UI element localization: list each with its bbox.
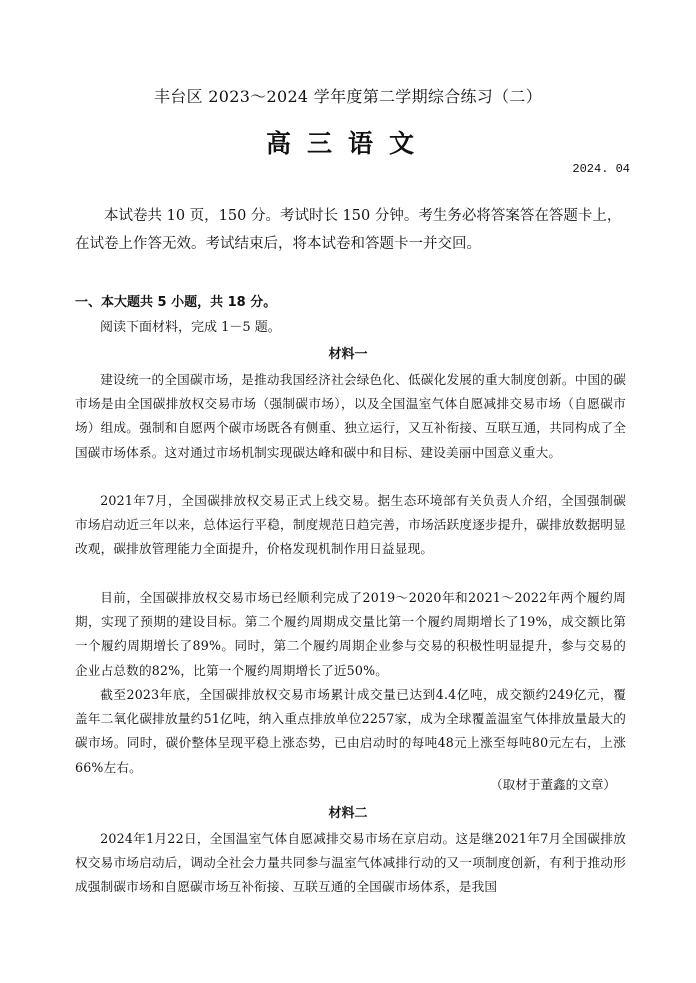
exam-title: 丰台区 2023～2024 学年度第二学期综合练习（二） xyxy=(153,87,542,106)
material-one-paragraph: 目前，全国碳排放权交易市场已经顺利完成了2019～2020年和2021～2022年两个履约周期，实现了预期的建设目标。第二个履约周期成交量比第一个履约周期增长了19%，成交额比第一个履约周期增长了89%。同时，第二个履约周期企业参与交易的积极性明显提升，参与交易的企业占总数的82%，比第一个履约周期增长了近50%。 xyxy=(75,590,626,678)
exam-notice: 本试卷共 10 页，150 分。考试时长 150 分钟。考生务必将答案答在答题卡上，在试卷上作答无效。考试结束后，将本试卷和答题卡一并交回。 xyxy=(75,208,622,252)
material-two-paragraph: 2024年1月22日，全国温室气体自愿减排交易市场在京启动。这是继2021年7月全国碳排放权交易市场启动后，调动全社会力量共同参与温室气体减排行动的又一项制度创新，有利于推动形成强制碳市场和自愿碳市场互补衔接、互联互通的全国碳市场体系，是我国 xyxy=(75,831,626,895)
material-one-source: （取材于董鑫的文章） xyxy=(490,777,616,792)
material-one-paragraph: 2021年7月，全国碳排放权交易正式上线交易。据生态环境部有关负责人介绍，全国强制碳市场启动近三年以来，总体运行平稳，制度规范日趋完善，市场活跃度逐步提升，碳排放数据明显改观，碳排放管理能力全面提升，价格发现机制作用日益显现。 xyxy=(75,493,626,557)
material-one-paragraph: 建设统一的全国碳市场，是推动我国经济社会绿色化、低碳化发展的重大制度创新。中国的碳市场是由全国碳排放权交易市场（强制碳市场），以及全国温室气体自愿减排交易市场（自愿碳市场）组成。强制和自愿两个碳市场既各有侧重、独立运行，又互补衔接、互联互通，共同构成了全国碳市场体系。这对通过市场机制实现碳达峰和碳中和目标、建设美丽中国意义重大。 xyxy=(75,372,626,460)
subject-title: 高三语文 xyxy=(265,129,430,158)
material-one-title: 材料一 xyxy=(328,347,368,362)
material-one-paragraph: 截至2023年底，全国碳排放权交易市场累计成交量已达到4.4亿吨，成交额约249亿元，覆盖年二氧化碳排放量约51亿吨，纳入重点排放单位2257家，成为全球覆盖温室气体排放量最大的碳市场。同时，碳价整体呈现平稳上涨态势，已由启动时的每吨48元上涨至每吨80元左右，上涨66%左右。 xyxy=(75,687,626,775)
section-heading: 一、本大题共 5 小题，共 18 分。 xyxy=(75,295,277,310)
material-two-title: 材料二 xyxy=(328,806,368,821)
exam-date: 2024. 04 xyxy=(572,162,630,176)
section-instruction: 阅读下面材料，完成 1－5 题。 xyxy=(100,320,281,335)
